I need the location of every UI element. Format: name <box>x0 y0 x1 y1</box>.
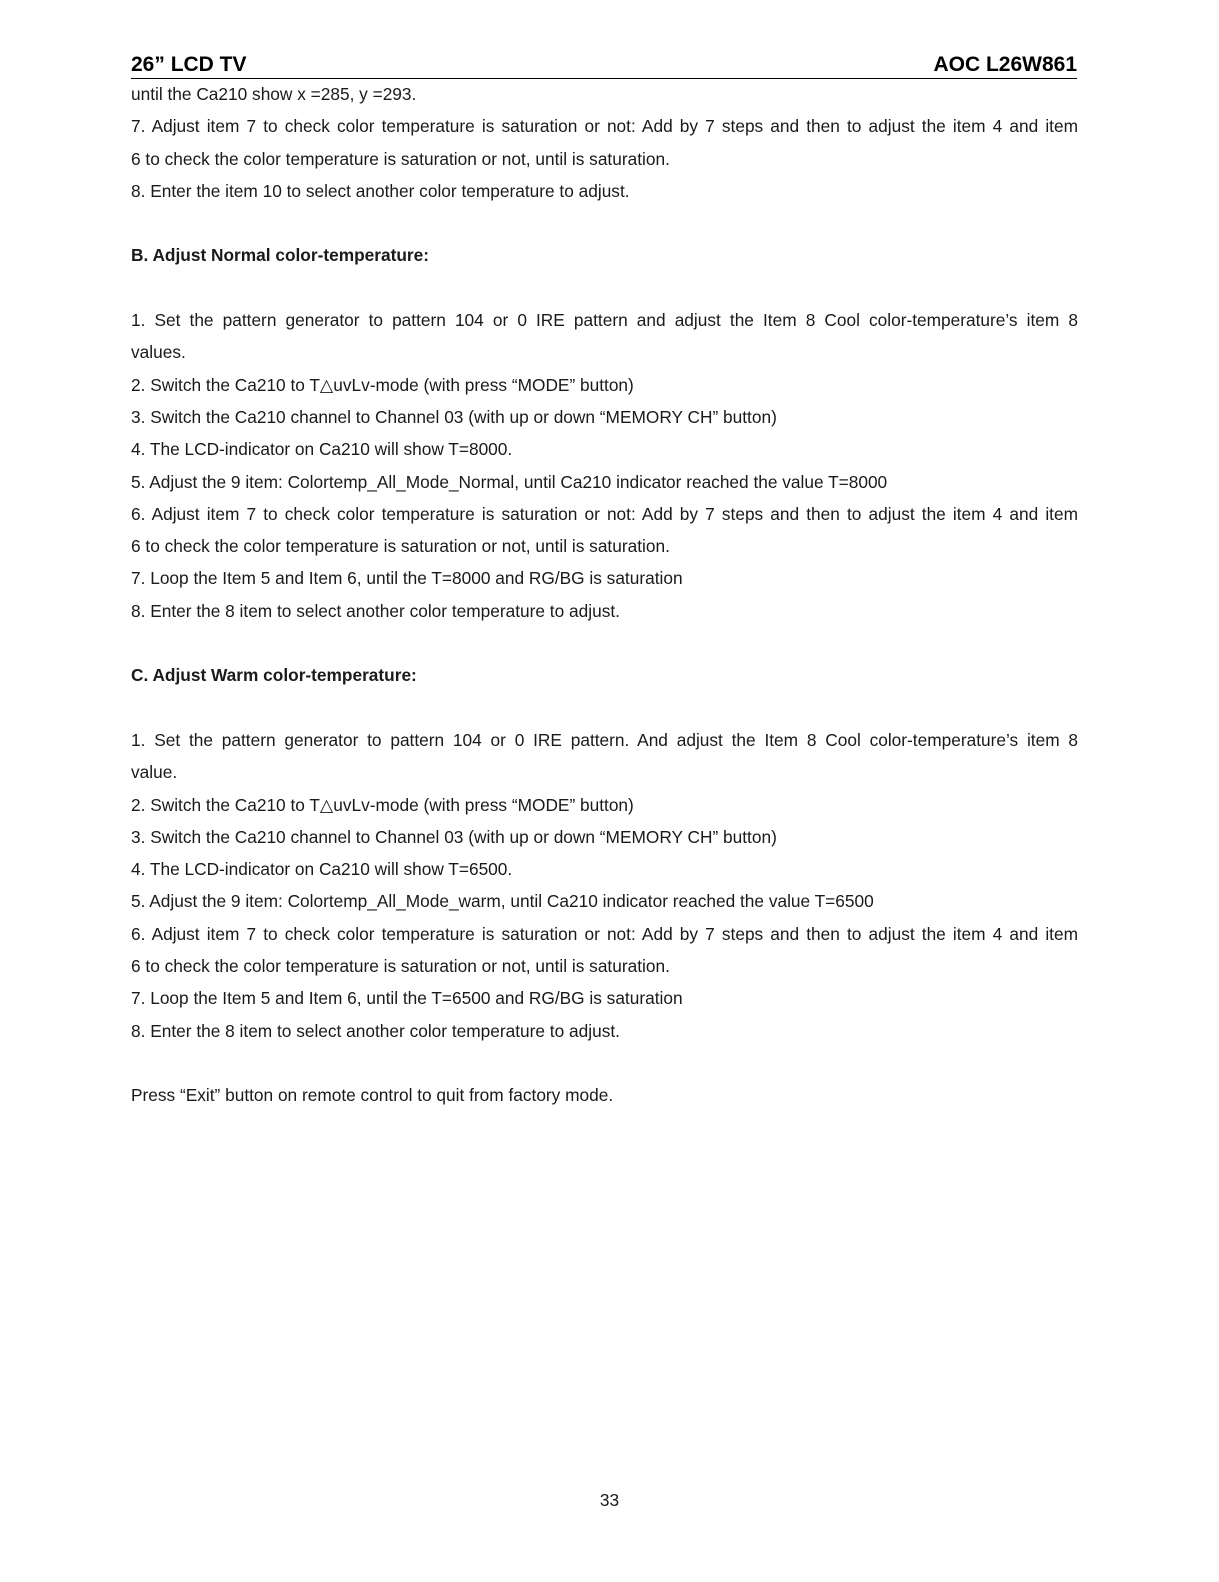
section-b-line: 6 to check the color temperature is saturation or not, until is saturation. <box>131 536 670 557</box>
spacer <box>131 627 1078 659</box>
header-model: AOC L26W861 <box>933 53 1077 76</box>
intro-line: 7. Adjust item 7 to check color temperature is saturation or not: Add by 7 steps and then to adjust the item 4 and item <box>131 116 1078 137</box>
section-b-line: 2. Switch the Ca210 to T△uvLv-mode (with press “MODE” button) <box>131 374 634 395</box>
section-b-line: values. <box>131 342 186 363</box>
exit-instruction: Press “Exit” button on remote control to quit from factory mode. <box>131 1085 614 1106</box>
section-b-line: 5. Adjust the 9 item: Colortemp_All_Mode_Normal, until Ca210 indicator reached the value T=8000 <box>131 471 888 492</box>
spacer <box>131 272 1078 304</box>
section-c-heading: C. Adjust Warm color-temperature: <box>131 665 417 686</box>
section-b-line: 4. The LCD-indicator on Ca210 will show T=8000. <box>131 439 513 460</box>
spacer <box>131 207 1078 239</box>
section-b-line: 7. Loop the Item 5 and Item 6, until the T=8000 and RG/BG is saturation <box>131 568 683 589</box>
section-c-line: 6. Adjust item 7 to check color temperature is saturation or not: Add by 7 steps and then to adjust the item 4 and item <box>131 923 1078 944</box>
header-product: 26” LCD TV <box>131 53 247 76</box>
section-c-line: 6 to check the color temperature is saturation or not, until is saturation. <box>131 956 670 977</box>
section-b-line: 8. Enter the 8 item to select another color temperature to adjust. <box>131 600 620 621</box>
section-c-line: 2. Switch the Ca210 to T△uvLv-mode (with press “MODE” button) <box>131 794 634 815</box>
section-c-line: 1. Set the pattern generator to pattern 104 or 0 IRE pattern. And adjust the Item 8 Cool color-temperature’s item 8 <box>131 729 1078 750</box>
page-header <box>131 52 1077 79</box>
spacer <box>131 1047 1078 1079</box>
intro-line: until the Ca210 show x =285, y =293. <box>131 84 417 104</box>
section-b-line: 1. Set the pattern generator to pattern 104 or 0 IRE pattern and adjust the Item 8 Cool color-temperature’s item 8 <box>131 310 1078 331</box>
section-b-heading: B. Adjust Normal color-temperature: <box>131 245 429 266</box>
section-c-line: 8. Enter the 8 item to select another color temperature to adjust. <box>131 1020 620 1041</box>
section-c-line: 3. Switch the Ca210 channel to Channel 03 (with up or down “MEMORY CH” button) <box>131 826 777 847</box>
section-c-line: 7. Loop the Item 5 and Item 6, until the T=6500 and RG/BG is saturation <box>131 988 683 1009</box>
page-number: 33 <box>599 1490 620 1510</box>
section-c-line: 4. The LCD-indicator on Ca210 will show T=6500. <box>131 859 513 880</box>
intro-line: 8. Enter the item 10 to select another color temperature to adjust. <box>131 180 630 201</box>
document-body <box>131 78 1078 1112</box>
section-c-line: value. <box>131 762 178 783</box>
section-b-line: 3. Switch the Ca210 channel to Channel 03 (with up or down “MEMORY CH” button) <box>131 406 777 427</box>
spacer <box>131 692 1078 724</box>
intro-line: 6 to check the color temperature is saturation or not, until is saturation. <box>131 148 670 169</box>
section-b-line: 6. Adjust item 7 to check color temperature is saturation or not: Add by 7 steps and then to adjust the item 4 and item <box>131 503 1078 524</box>
section-c-line: 5. Adjust the 9 item: Colortemp_All_Mode_warm, until Ca210 indicator reached the value T=6500 <box>131 891 874 912</box>
